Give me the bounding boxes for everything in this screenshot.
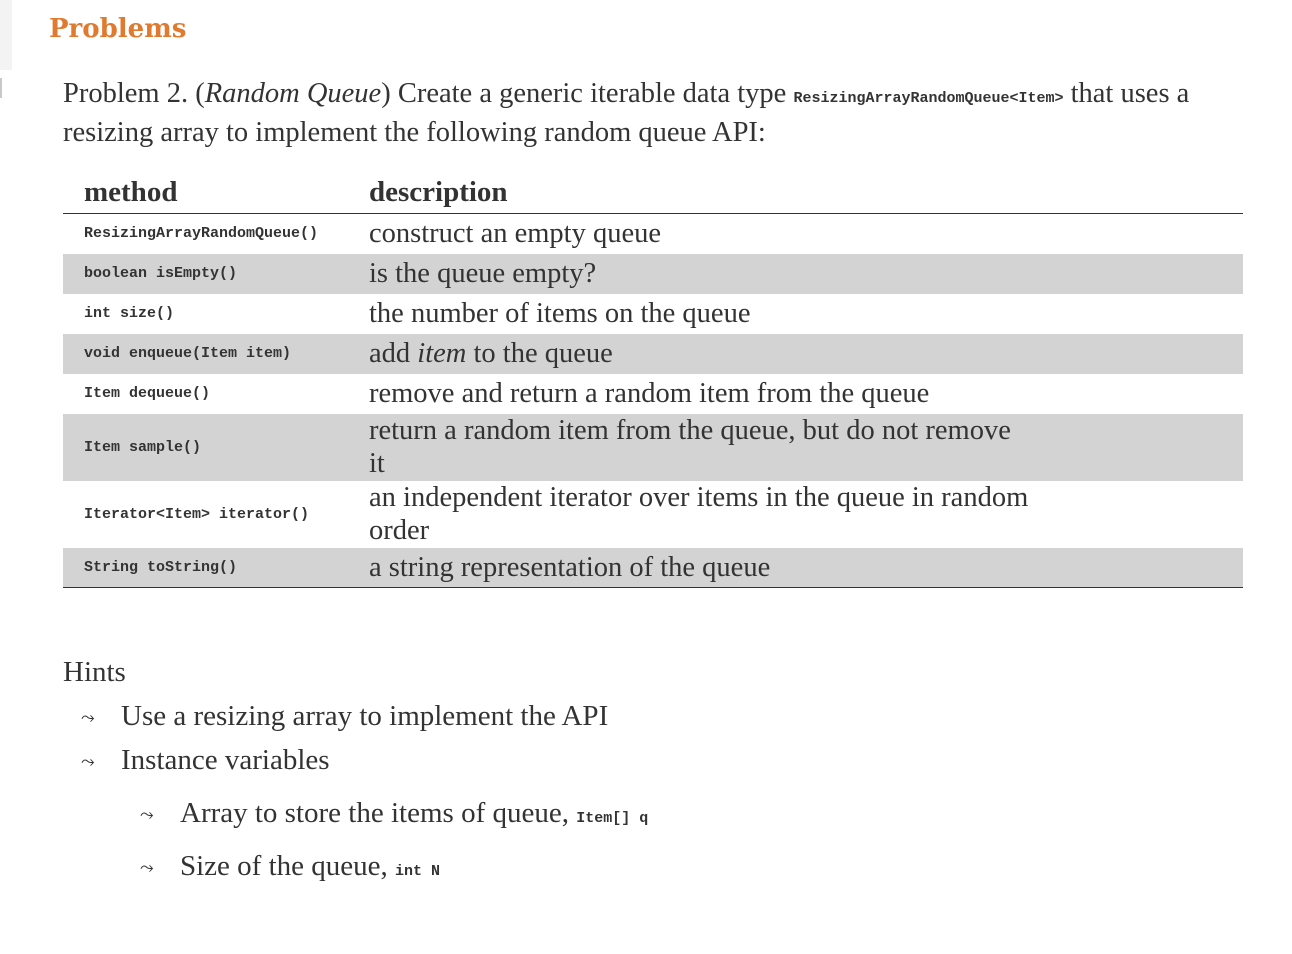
description-text: return a random item from the queue, but do not remove it bbox=[369, 415, 1011, 479]
method-cell: int size() bbox=[84, 305, 175, 322]
page-edge-tick bbox=[0, 78, 2, 98]
description-text: the number of items on the queue bbox=[369, 298, 751, 329]
description-cell bbox=[369, 414, 1243, 481]
squiggle-arrow-icon: ⤳ bbox=[81, 752, 95, 772]
description-pre: add bbox=[369, 338, 411, 369]
problem-number: Problem 2. bbox=[63, 78, 189, 109]
hint-code: Item[] q bbox=[576, 810, 649, 827]
hint-subitem bbox=[140, 797, 648, 830]
hint-text: Use a resizing array to implement the API bbox=[121, 700, 609, 732]
hint-text: Instance variables bbox=[121, 744, 330, 776]
method-cell: Item dequeue() bbox=[84, 385, 211, 402]
type-name: ResizingArrayRandomQueue<Item> bbox=[793, 90, 1064, 107]
problem-statement: Problem 2. (Random Queue) Create a generic iterable data type ResizingArrayRandomQueue<Item> that uses a resizing array to implement the following random queue API: bbox=[63, 78, 1190, 148]
column-header-description: description bbox=[369, 171, 1243, 214]
table-row bbox=[63, 334, 1243, 374]
description-text: remove and return a random item from the queue bbox=[369, 378, 930, 409]
table-row bbox=[63, 481, 1243, 548]
description-post: to the queue bbox=[473, 338, 613, 369]
description-text: is the queue empty? bbox=[369, 258, 597, 289]
description-text bbox=[369, 337, 1029, 370]
description-text: an independent iterator over items in the queue in random order bbox=[369, 482, 1029, 546]
method-cell: Item sample() bbox=[63, 414, 369, 481]
description-emphasis: item bbox=[417, 338, 467, 369]
description-cell bbox=[369, 254, 1243, 294]
problem-intro-continued: that uses a resizing array to implement the following random queue API: bbox=[63, 78, 1190, 148]
table-row bbox=[63, 414, 1243, 481]
api-table bbox=[63, 171, 1243, 588]
method-cell: boolean isEmpty() bbox=[63, 254, 369, 294]
page-edge-marker bbox=[0, 0, 12, 70]
squiggle-arrow-icon: ⤳ bbox=[140, 805, 154, 825]
description-text: construct an empty queue bbox=[369, 218, 662, 250]
hint-subitem bbox=[140, 850, 440, 883]
column-header-method: method bbox=[63, 171, 369, 214]
description-cell bbox=[369, 334, 1243, 374]
description-cell bbox=[369, 481, 1243, 548]
table-row bbox=[63, 548, 1243, 588]
squiggle-arrow-icon: ⤳ bbox=[140, 858, 154, 878]
squiggle-arrow-icon: ⤳ bbox=[81, 708, 95, 728]
hint-text: Size of the queue, bbox=[180, 850, 388, 882]
hints-title: Hints bbox=[63, 656, 126, 688]
method-cell: String toString() bbox=[63, 548, 369, 588]
table-row bbox=[63, 294, 1243, 334]
table-row bbox=[63, 374, 1243, 414]
hint-text: Array to store the items of queue, bbox=[180, 797, 569, 829]
hint-code: int N bbox=[395, 863, 441, 880]
problem-title: Random Queue bbox=[204, 78, 382, 109]
hint-item bbox=[81, 744, 330, 777]
problem-intro: Create a generic iterable data type bbox=[397, 78, 787, 109]
description-cell bbox=[369, 548, 1243, 588]
table-row bbox=[63, 214, 1243, 254]
description-cell bbox=[369, 294, 1243, 334]
table-row bbox=[63, 254, 1243, 294]
hint-item bbox=[81, 700, 608, 733]
method-cell: ResizingArrayRandomQueue() bbox=[84, 225, 319, 243]
description-cell bbox=[369, 374, 1243, 414]
description-text: a string representation of the queue bbox=[369, 551, 771, 583]
method-cell: void enqueue(Item item) bbox=[63, 334, 369, 374]
method-cell: Iterator<Item> iterator() bbox=[84, 505, 310, 523]
description-cell bbox=[369, 214, 1243, 254]
section-heading: Problems bbox=[49, 14, 187, 44]
